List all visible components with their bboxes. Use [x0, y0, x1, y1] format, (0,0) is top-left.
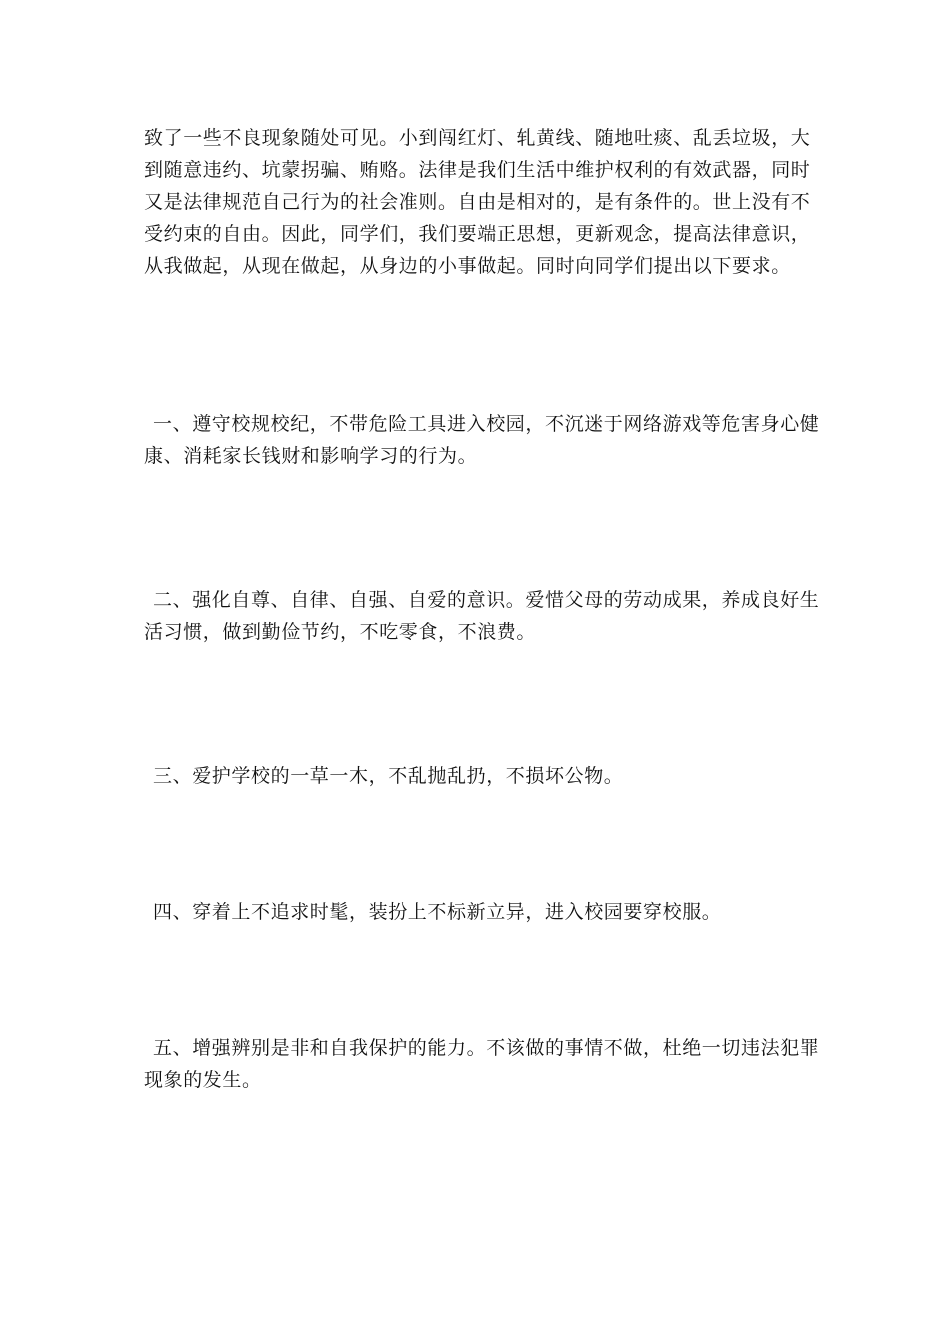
requirement-line: 活习惯，做到勤俭节约，不吃零食，不浪费。: [144, 621, 537, 643]
requirement-line: 现象的发生。: [144, 1069, 262, 1091]
requirement-item-1: [144, 408, 820, 472]
intro-line: 受约束的自由。因此，同学们，我们要端正思想，更新观念，提高法律意识，: [144, 223, 811, 245]
requirement-item-2: [144, 584, 820, 648]
requirement-line: 三、爱护学校的一草一木，不乱抛乱扔，不损坏公物。: [153, 765, 624, 787]
intro-line: 又是法律规范自己行为的社会准则。自由是相对的，是有条件的。世上没有不: [144, 191, 811, 213]
requirement-item-3: [144, 760, 808, 792]
intro-line: 致了一些不良现象随处可见。小到闯红灯、轧黄线、随地吐痰、乱丢垃圾，大: [144, 127, 811, 149]
requirement-item-4: [144, 896, 808, 928]
requirement-line: 四、穿着上不追求时髦，装扮上不标新立异，进入校园要穿校服。: [153, 901, 722, 923]
requirement-line: 康、消耗家长钱财和影响学习的行为。: [144, 445, 478, 467]
requirement-line: 二、强化自尊、自律、自强、自爱的意识。爱惜父母的劳动成果，养成良好生: [153, 589, 820, 611]
requirement-line: 五、增强辨别是非和自我保护的能力。不该做的事情不做，杜绝一切违法犯罪: [153, 1037, 820, 1059]
requirement-item-5: [144, 1032, 820, 1096]
requirement-line: 一、遵守校规校纪，不带危险工具进入校园，不沉迷于网络游戏等危害身心健: [153, 413, 820, 435]
intro-line: 从我做起，从现在做起，从身边的小事做起。同时向同学们提出以下要求。: [144, 255, 791, 277]
intro-paragraph: [144, 122, 811, 282]
intro-line: 到随意违约、坑蒙拐骗、贿赂。法律是我们生活中维护权利的有效武器，同时: [144, 159, 811, 181]
